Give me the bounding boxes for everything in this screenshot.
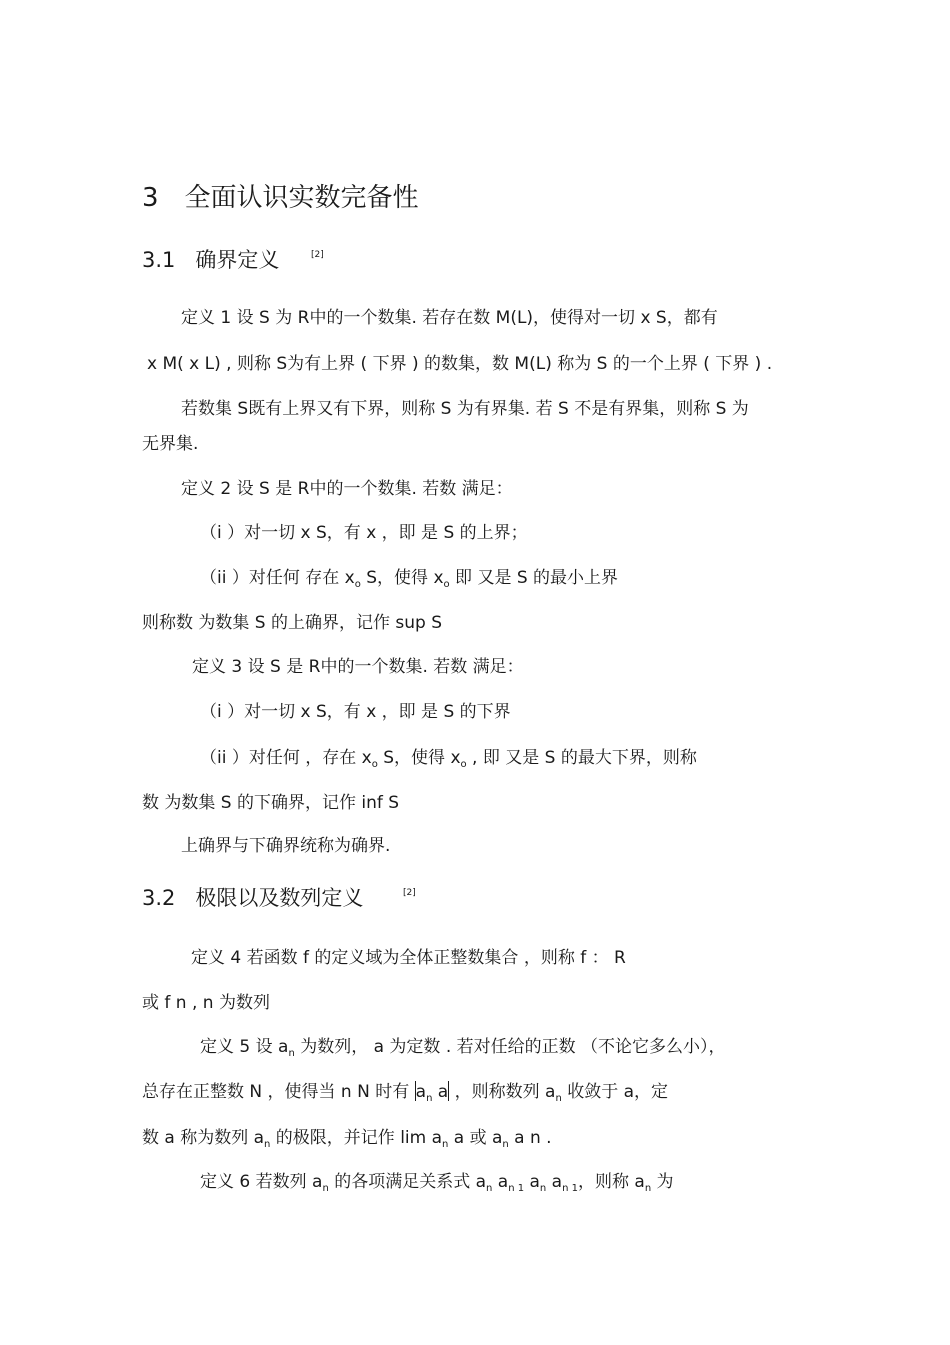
definition-3: 定义 3 设 S 是 R中的一个数集. 若数 满足： — [192, 657, 524, 677]
definition-2-item-ii: （ii ）对任何 存在 $x_o$ S，使得 $x_o$ 即 又是 S 的最小上界 — [200, 568, 619, 590]
definition-3-item-ii: （ii ）对任何 ，存在 $x_o$ S，使得 $x_o$ , 即 又是 S 的最大下界，则称 — [200, 748, 697, 770]
definition-3-item-i: （i ）对一切 x S，有 x ，即 是 S 的下界 — [200, 702, 511, 722]
definition-2: 定义 2 设 S 是 R中的一个数集. 若数 满足： — [181, 479, 513, 499]
citation-ref: [2] — [311, 250, 324, 260]
section-title: 全面认识实数完备性 — [184, 183, 419, 213]
subsection-heading-3-2 — [142, 884, 363, 912]
subsection-title: 确界定义 — [195, 248, 280, 272]
subsection-title: 极限以及数列定义 — [195, 886, 364, 910]
citation-ref: [2] — [403, 888, 416, 898]
definition-1-line-1: 定义 1 设 S 为 R中的一个数集. 若存在数 M(L)，使得对一切 x S，都有 — [181, 308, 718, 328]
bounded-set-line-1: 若数集 S既有上界又有下界，则称 S 为有界集. 若 S 不是有界集，则称 S 为 — [181, 399, 749, 419]
bound-summary: 上确界与下确界统称为确界. — [181, 836, 391, 856]
supremum-line: 则称数 为数集 S 的上确界，记作 sup S — [142, 613, 443, 633]
definition-4: 定义 4 若函数 f 的定义域为全体正整数集合 ，则称 f ： R — [191, 948, 626, 968]
subsection-number: 3.2 — [142, 886, 176, 910]
section-number: 3 — [142, 183, 159, 213]
definition-1-line-2: x M( x L) , 则称 S为有上界 ( 下界 ) 的数集，数 M(L) 称为 S 的一个上界 ( 下界 ) . — [147, 354, 773, 374]
section-heading — [142, 182, 419, 214]
definition-5-line-2: 总存在正整数 N ，使得当 n N 时有 $a_n$ a ，则称数列 $a_n$ 收敛于 a，定 — [142, 1082, 669, 1104]
definition-6: 定义 6 若数列 $a_n$ 的各项满足关系式 $a_n$ $a_{n 1}$ $a_n$ $a_{n 1}$，则称 $a_n$ 为 — [200, 1172, 674, 1194]
infimum-line: 数 为数集 S 的下确界，记作 inf S — [142, 793, 400, 813]
definition-5-line-3: 数 a 称为数列 $a_n$ 的极限，并记作 $\lim a_n$ a 或 $a_n$ a n . — [142, 1128, 552, 1150]
bounded-set-line-2: 无界集. — [142, 434, 199, 454]
definition-2-item-i: （i ）对一切 x S，有 x ，即 是 S 的上界； — [200, 523, 528, 543]
subsection-number: 3.1 — [142, 248, 176, 272]
subsection-heading-3-1 — [142, 246, 279, 274]
definition-4-line-2: 或 f n , n 为数列 — [142, 993, 270, 1013]
definition-5-line-1: 定义 5 设 $a_n$ 为数列， a 为定数 . 若对任给的正数 （不论它多么小）， — [200, 1037, 726, 1059]
